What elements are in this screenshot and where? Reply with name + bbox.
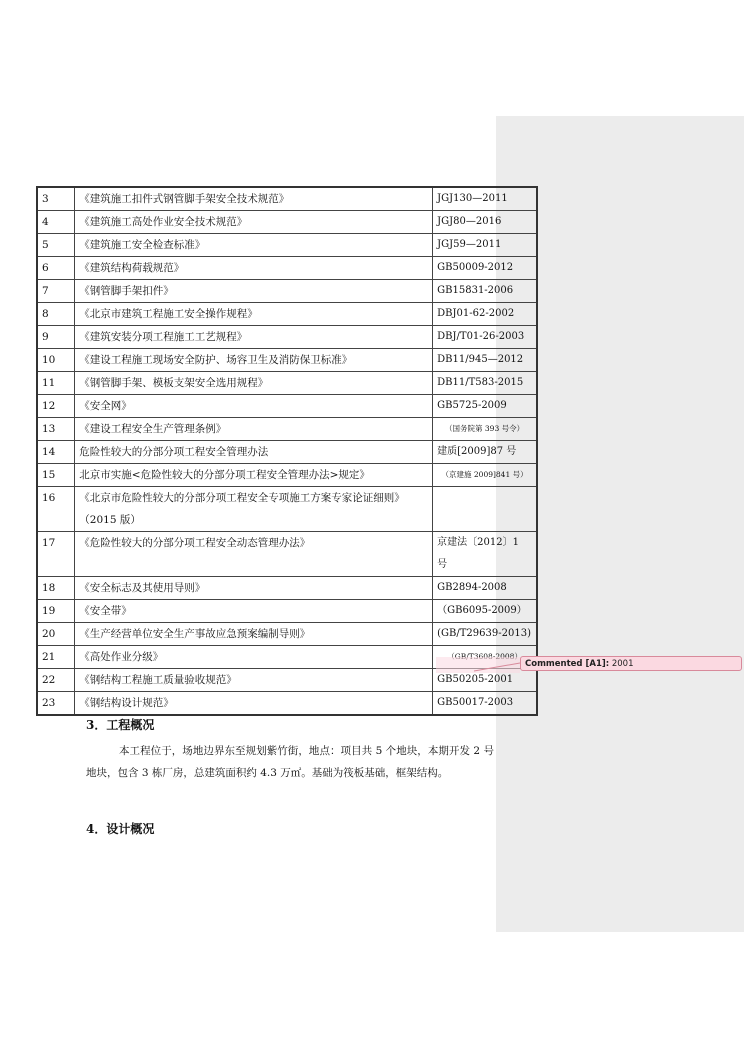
standard-code: JGJ80—2016: [433, 211, 537, 234]
row-number: 4: [37, 211, 75, 234]
row-number: 14: [37, 441, 75, 464]
standard-code: GB50205-2001: [433, 669, 537, 692]
table-row: [37, 326, 537, 349]
table-row: [37, 280, 537, 303]
row-number: 17: [37, 532, 75, 577]
standard-code: [433, 487, 537, 532]
comment-balloon[interactable]: [520, 656, 742, 671]
row-number: 15: [37, 464, 75, 487]
standard-name: 《建筑施工高处作业安全技术规范》: [75, 211, 433, 234]
standard-code: JGJ59—2011: [433, 234, 537, 257]
standard-name: 《钢结构工程施工质量验收规范》: [75, 669, 433, 692]
row-number: 10: [37, 349, 75, 372]
table-row: [37, 234, 537, 257]
row-number: 8: [37, 303, 75, 326]
table-row: [37, 623, 537, 646]
standard-name: 《高处作业分级》: [75, 646, 433, 669]
table-row: [37, 441, 537, 464]
standards-table: [36, 186, 538, 716]
standard-code: （京建施 2009]841 号）: [433, 464, 537, 487]
standard-name: 《钢管脚手架、模板支架安全选用规程》: [75, 372, 433, 395]
table-row: [37, 532, 537, 577]
comment-text: 2001: [611, 659, 634, 669]
standard-name: 《危险性较大的分部分项工程安全动态管理办法》: [75, 532, 433, 577]
standard-code: DBJ/T01-26-2003: [433, 326, 537, 349]
standard-code: JGJ130—2011: [433, 187, 537, 211]
row-number: 6: [37, 257, 75, 280]
row-number: 23: [37, 692, 75, 716]
standard-code: (GB/T29639-2013): [433, 623, 537, 646]
standard-name: 《建筑结构荷载规范》: [75, 257, 433, 280]
table-row: [37, 600, 537, 623]
standard-code: GB5725-2009: [433, 395, 537, 418]
standard-name: 《钢结构设计规范》: [75, 692, 433, 716]
standard-name: 《安全标志及其使用导则》: [75, 577, 433, 600]
standard-code: 建质[2009]87 号: [433, 441, 537, 464]
row-number: 22: [37, 669, 75, 692]
table-row: [37, 487, 537, 532]
row-number: 5: [37, 234, 75, 257]
table-row: [37, 577, 537, 600]
standard-code: GB15831-2006: [433, 280, 537, 303]
standard-code: DB11/T583-2015: [433, 372, 537, 395]
comment-label: Commented [A1]:: [525, 659, 610, 669]
standard-name: 《建设工程安全生产管理条例》: [75, 418, 433, 441]
table-row: [37, 418, 537, 441]
row-number: 16: [37, 487, 75, 532]
section-3-paragraph: 本工程位于，场地边界东至规划紫竹街，地点：项目共 5 个地块，本期开发 2 号地块，包含 3 栋厂房，总建筑面积约 4.3 万㎡。基础为筏板基础，框架结构。: [86, 745, 494, 779]
row-number: 13: [37, 418, 75, 441]
section-heading-4: 4．设计概况: [86, 822, 155, 836]
table-row: [37, 257, 537, 280]
row-number: 20: [37, 623, 75, 646]
comment-anchor-highlight[interactable]: [436, 657, 520, 673]
section-heading-3: 3．工程概况: [86, 718, 155, 732]
standard-name: 《北京市建筑工程施工安全操作规程》: [75, 303, 433, 326]
standard-code: （国务院第 393 号令）: [433, 418, 537, 441]
standard-code: 京建法〔2012〕1 号: [433, 532, 537, 577]
table-row: [37, 692, 537, 716]
standard-name: 《钢管脚手架扣件》: [75, 280, 433, 303]
standard-name: 北京市实施<危险性较大的分部分项工程安全管理办法>规定》: [75, 464, 433, 487]
table-row: [37, 395, 537, 418]
standard-name: 《建筑施工扣件式钢管脚手架安全技术规范》: [75, 187, 433, 211]
row-number: 3: [37, 187, 75, 211]
standard-name: 《安全带》: [75, 600, 433, 623]
table-row: [37, 372, 537, 395]
standard-code: GB2894-2008: [433, 577, 537, 600]
standard-code: DBJ01-62-2002: [433, 303, 537, 326]
table-row: [37, 211, 537, 234]
standard-code: GB50009-2012: [433, 257, 537, 280]
standard-name: 《建筑施工安全检查标准》: [75, 234, 433, 257]
row-number: 21: [37, 646, 75, 669]
standard-name: 《生产经营单位安全生产事故应急预案编制导则》: [75, 623, 433, 646]
row-number: 12: [37, 395, 75, 418]
standard-code: （GB6095-2009）: [433, 600, 537, 623]
standard-name: 危险性较大的分部分项工程安全管理办法: [75, 441, 433, 464]
table-row: [37, 349, 537, 372]
standard-code: GB50017-2003: [433, 692, 537, 716]
table-row: [37, 303, 537, 326]
row-number: 9: [37, 326, 75, 349]
table-row: [37, 464, 537, 487]
standard-code: DB11/945—2012: [433, 349, 537, 372]
row-number: 18: [37, 577, 75, 600]
row-number: 19: [37, 600, 75, 623]
standard-name: 《北京市危险性较大的分部分项工程安全专项施工方案专家论证细则》（2015 版）: [75, 487, 433, 532]
standard-name: 《建设工程施工现场安全防护、场容卫生及消防保卫标准》: [75, 349, 433, 372]
row-number: 7: [37, 280, 75, 303]
standard-name: 《安全网》: [75, 395, 433, 418]
row-number: 11: [37, 372, 75, 395]
table-row: [37, 187, 537, 211]
standard-name: 《建筑安装分项工程施工工艺规程》: [75, 326, 433, 349]
